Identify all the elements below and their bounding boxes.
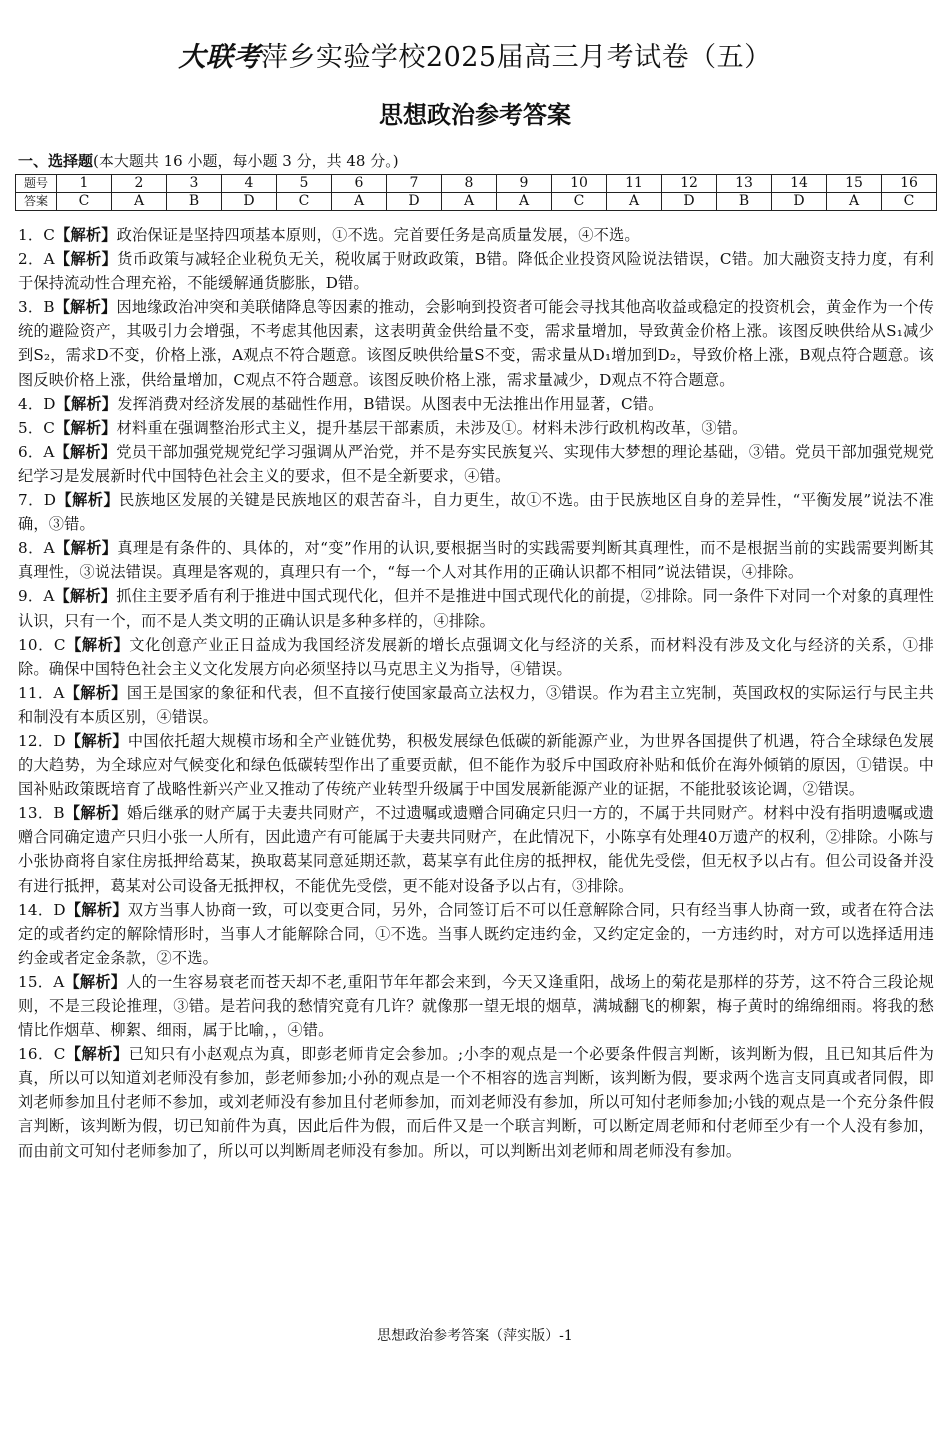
explanation-text: 材料重在强调整治形式主义，提升基层干部素质，未涉及①。材料未涉行政机构改革，③错。 [116, 418, 748, 437]
answer-cell: D [662, 193, 717, 211]
question-number-cell: 12 [662, 175, 717, 193]
section-title: 一、选择题 [18, 152, 94, 170]
item-number-answer: 14．D [18, 900, 66, 919]
explanation-item [18, 440, 934, 488]
explanation-item [18, 488, 934, 536]
section-note: (本大题共 16 小题，每小题 3 分，共 48 分。) [93, 152, 399, 170]
answer-row [16, 193, 937, 211]
explanation-item [18, 1042, 934, 1162]
explanation-text: 党员干部加强党规党纪学习强调从严治党，并不是夯实民族复兴、实现伟大梦想的理论基础，③错。党员干部加强党规党纪学习是发展新时代中国特色社会主义的要求，但不是全新要求，④错。 [18, 442, 934, 485]
question-number-cell: 6 [332, 175, 387, 193]
question-number-cell: 13 [717, 175, 772, 193]
answer-cell: B [717, 193, 772, 211]
item-number-answer: 16．C [18, 1045, 66, 1064]
item-number-answer: 9．A [18, 587, 55, 606]
analysis-tag: 【解析】 [54, 539, 118, 558]
answer-cell: D [222, 193, 277, 211]
analysis-tag: 【解析】 [64, 804, 127, 823]
item-number-answer: 12．D [18, 731, 66, 750]
analysis-tag: 【解析】 [65, 900, 128, 919]
item-number-answer: 7．D [18, 491, 57, 510]
item-number-answer: 5．C [18, 418, 56, 437]
analysis-tag: 【解析】 [55, 394, 118, 413]
question-number-cell: 10 [552, 175, 607, 193]
analysis-tag: 【解析】 [54, 298, 117, 317]
question-number-cell: 3 [167, 175, 222, 193]
item-number-answer: 13．B [18, 804, 65, 823]
explanation-text: 婚后继承的财产属于夫妻共同财产，不过遗嘱或遗赠合同确定只归一方的，不属于共同财产。材料中没有指明遗嘱或遗赠合同确定遗产只归小张一人所有，因此遗产有可能属于夫妻共同财产，在此情况下，小陈享有处理40万遗产的权利，②排除。小陈与小张协商将自家住房抵押给葛某，换取葛某同意延期还款，葛某享有此住房的抵押权，能优先受偿，但无权予以占有。但公司设备并没有进行抵押，葛某对公司设备无抵押权，不能优先受偿，更不能对设备予以占有，③排除。 [18, 804, 934, 895]
explanation-item [18, 536, 934, 584]
analysis-tag: 【解析】 [54, 250, 118, 269]
explanation-item [18, 295, 934, 391]
explanation-item [18, 970, 934, 1042]
explanation-text: 因地缘政治冲突和美联储降息等因素的推动，会影响到投资者可能会寻找其他高收益或稳定的投资机会，黄金作为一个传统的避险资产，其吸引力会增强，不考虑其他因素，这表明黄金供给量不变，需求量增加，导致黄金价格上涨。该图反映供给从S₁减少到S₂，需求D不变，价格上涨，A观点不符合题意。该图反映供给量S不变，需求量从D₁增加到D₂，导致价格上涨，B观点符合题意。该图反映价格上涨，供给量增加，C观点不符合题意。该图反映价格上涨，需求量减少，D观点不符合题意。 [18, 298, 934, 389]
analysis-tag: 【解析】 [64, 683, 127, 702]
explanation-item [18, 584, 934, 632]
item-number-answer: 8．A [18, 539, 55, 558]
exam-title: 萍乡实验学校2025届高三月考试卷（五） [260, 42, 772, 73]
analysis-tag: 【解析】 [55, 418, 117, 437]
answer-cell: C [882, 193, 937, 211]
answer-cell: C [277, 193, 332, 211]
explanation-text: 民族地区发展的关键是民族地区的艰苦奋斗，自力更生，故①不选。由于民族地区自身的差异性，“平衡发展”说法不准确，③错。 [18, 491, 934, 534]
question-number-cell: 9 [497, 175, 552, 193]
explanation-item [18, 223, 934, 247]
analysis-tag: 【解析】 [54, 587, 117, 606]
explanation-text: 货币政策与减轻企业税负无关，税收属于财政政策，B错。降低企业投资风险说法错误，C错。加大融资支持力度，有利于保持流动性合理充裕，不能缓解通货膨胀，D错。 [18, 250, 934, 293]
explanation-text: 发挥消费对经济发展的基础性作用，B错误。从图表中无法推出作用显著，C错。 [117, 394, 664, 413]
question-number-cell: 1 [57, 175, 112, 193]
explanation-item [18, 898, 934, 970]
question-number-cell: 16 [882, 175, 937, 193]
section-heading [18, 150, 399, 172]
answer-cell: A [112, 193, 167, 211]
item-number-answer: 4．D [18, 394, 56, 413]
explanation-item [18, 392, 934, 416]
answer-cell: A [332, 193, 387, 211]
analysis-tag: 【解析】 [65, 1045, 129, 1064]
item-number-answer: 6．A [18, 442, 55, 461]
answer-cell: A [497, 193, 552, 211]
row-label: 答案 [16, 193, 57, 211]
answer-table [15, 174, 937, 211]
explanation-item [18, 416, 934, 440]
answer-cell: A [607, 193, 662, 211]
answer-cell: A [827, 193, 882, 211]
explanation-item [18, 247, 934, 295]
explanation-text: 双方当事人协商一致，可以变更合同，另外，合同签订后不可以任意解除合同，只有经当事人协商一致，或者在符合法定的或者约定的解除情形时，当事人才能解除合同，①不选。当事人既约定违约金，又约定定金的，一方违约时，对方可以选择适用违约金或者定金条款，②不选。 [18, 900, 934, 967]
explanation-text: 人的一生容易衰老而苍天却不老,重阳节年年都会来到，今天又逢重阳，战场上的菊花是那样的芬芳，这不符合三段论规则，不是三段论推理，③错。是若问我的愁情究竟有几许？就像那一望无垠的烟草，满城翻飞的柳絮，梅子黄时的绵绵细雨。将我的愁情比作烟草、柳絮、细雨，属于比喻，，④错。 [18, 972, 934, 1040]
explanation-text: 真理是有条件的、具体的，对“变”作用的认识,要根据当时的实践需要判断其真理性，而不是根据当前的实践需要判断其真理性，③说法错误。真理是客观的，真理只有一个，“每一个人对其作用的正确认识都不相同”说法错误，④排除。 [18, 539, 934, 582]
question-number-row [16, 175, 937, 193]
explanation-list [18, 223, 934, 1163]
answer-cell: B [167, 193, 222, 211]
page-header [0, 40, 950, 76]
item-number-answer: 3．B [18, 298, 55, 317]
analysis-tag: 【解析】 [55, 226, 117, 244]
item-number-answer: 15．A [18, 972, 65, 991]
item-number-answer: 1．C [18, 226, 56, 244]
explanation-text: 已知只有小赵观点为真，即彭老师肯定会参加。;小李的观点是一个必要条件假言判断，该判断为假，且已知其后件为真，所以可以知道刘老师没有参加，彭老师参加;小孙的观点是一个不相容的选言判断，该判断为假，要求两个选言支同真或者同假，即刘老师参加且付老师不参加，或刘老师没有参加且付老师参加，而刘老师没有参加，所以可知付老师参加;小钱的观点是一个充分条件假言判断，该判断为假，切已知前件为真，因此后件为假，而后件又是一个联言判断，可以断定周老师和付老师至少有一个人没有参加，而由前文可知付老师参加了，所以可以判断周老师没有参加。所以，可以判断出刘老师和周老师没有参加。 [18, 1045, 934, 1160]
explanation-item [18, 633, 934, 681]
row-label: 题号 [16, 175, 57, 193]
explanation-item [18, 681, 934, 729]
question-number-cell: 8 [442, 175, 497, 193]
question-number-cell: 14 [772, 175, 827, 193]
question-number-cell: 11 [607, 175, 662, 193]
analysis-tag: 【解析】 [65, 635, 130, 654]
explanation-text: 国王是国家的象征和代表，但不直接行使国家最高立法权力，③错误。作为君主立宪制，英国政权的实际运行与民主共和制没有本质区别，④错误。 [18, 683, 934, 726]
answer-cell: A [442, 193, 497, 211]
explanation-text: 政治保证是坚持四项基本原则，①不选。完首要任务是高质量发展，④不选。 [116, 226, 640, 244]
analysis-tag: 【解析】 [64, 972, 127, 991]
question-number-cell: 2 [112, 175, 167, 193]
explanation-item [18, 801, 934, 897]
analysis-tag: 【解析】 [65, 731, 128, 750]
question-number-cell: 7 [387, 175, 442, 193]
explanation-item [18, 729, 934, 801]
page-footer: 思想政治参考答案（萍实版）-1 [377, 1328, 573, 1344]
analysis-tag: 【解析】 [54, 442, 117, 461]
question-number-cell: 4 [222, 175, 277, 193]
answer-cell: D [387, 193, 442, 211]
analysis-tag: 【解析】 [56, 491, 120, 510]
page-subtitle: 思想政治参考答案 [379, 101, 571, 129]
item-number-answer: 10．C [18, 635, 66, 654]
item-number-answer: 11．A [18, 683, 65, 702]
question-number-cell: 15 [827, 175, 882, 193]
answer-cell: C [552, 193, 607, 211]
explanation-text: 抓住主要矛盾有利于推进中国式现代化，但并不是推进中国式现代化的前提，②排除。同一条件下对同一个对象的真理性认识，只有一个，而不是人类文明的正确认识是多种多样的，④排除。 [18, 587, 934, 630]
explanation-text: 中国依托超大规模市场和全产业链优势，积极发展绿色低碳的新能源产业，为世界各国提供了机遇，符合全球绿色发展的大趋势，为全球应对气候变化和绿色低碳转型作出了重要贡献，但不能作为驳斥中国政府补贴和低价在海外倾销的原因，①错误。中国补贴政策既培育了战略性新兴产业又推动了传统产业转型升级属于中国发展新能源产业的证据，不能批驳该论调，②错误。 [18, 731, 934, 799]
brand-logo-text: 大联考 [178, 42, 261, 73]
answer-cell: D [772, 193, 827, 211]
question-number-cell: 5 [277, 175, 332, 193]
item-number-answer: 2．A [18, 250, 55, 269]
explanation-text: 文化创意产业正日益成为我国经济发展新的增长点强调文化与经济的关系，而材料没有涉及文化与经济的关系，①排除。确保中国特色社会主义文化发展方向必须坚持以马克思主义为指导，④错误。 [18, 635, 934, 678]
answer-cell: C [57, 193, 112, 211]
